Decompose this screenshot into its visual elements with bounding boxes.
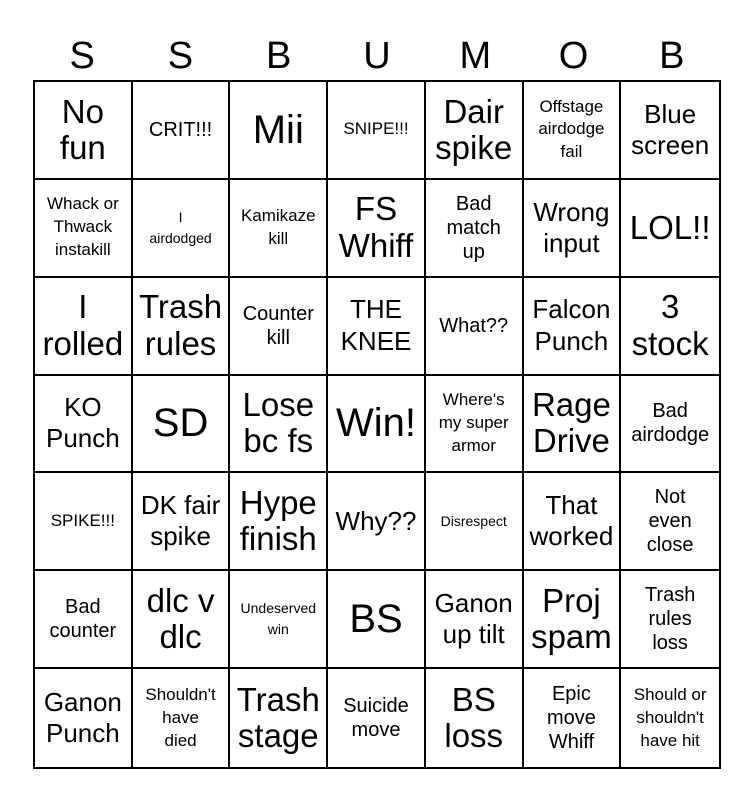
bingo-cell[interactable]: Wrong input (524, 180, 622, 278)
bingo-cell[interactable]: SD (133, 376, 231, 474)
bingo-cell[interactable]: Counter kill (230, 278, 328, 376)
bingo-cell[interactable]: Dair spike (426, 82, 524, 180)
bingo-cell[interactable]: LOL!! (621, 180, 719, 278)
header-letter: U (363, 35, 391, 77)
bingo-cell[interactable]: Mii (230, 82, 328, 180)
bingo-cell[interactable]: FS Whiff (328, 180, 426, 278)
bingo-cell[interactable]: I rolled (35, 278, 133, 376)
bingo-cell[interactable]: Kamikaze kill (230, 180, 328, 278)
bingo-cell[interactable]: Offstage airdodge fail (524, 82, 622, 180)
bingo-cell[interactable]: I airdodged (133, 180, 231, 278)
bingo-cell[interactable]: Trash stage (230, 669, 328, 767)
bingo-cell[interactable]: Proj spam (524, 571, 622, 669)
bingo-cell[interactable]: CRIT!!! (133, 82, 231, 180)
bingo-cell[interactable]: Shouldn't have died (133, 669, 231, 767)
bingo-cell[interactable]: Bad match up (426, 180, 524, 278)
bingo-cell[interactable]: That worked (524, 473, 622, 571)
bingo-cell[interactable]: THE KNEE (328, 278, 426, 376)
bingo-cell[interactable]: Why?? (328, 473, 426, 571)
bingo-cell[interactable]: Win! (328, 376, 426, 474)
bingo-cell[interactable]: Trash rules (133, 278, 231, 376)
bingo-cell[interactable]: Blue screen (621, 82, 719, 180)
bingo-cell[interactable]: Lose bc fs (230, 376, 328, 474)
header-letter: B (659, 35, 685, 77)
bingo-cell[interactable]: Ganon Punch (35, 669, 133, 767)
bingo-cell[interactable]: Trash rules loss (621, 571, 719, 669)
bingo-cell[interactable]: Not even close (621, 473, 719, 571)
bingo-cell[interactable]: Should or shouldn't have hit (633, 684, 707, 750)
bingo-cell[interactable]: No fun (35, 82, 133, 180)
bingo-cell[interactable]: Bad airdodge (621, 376, 719, 474)
bingo-cell[interactable]: Epic move Whiff (524, 669, 622, 767)
bingo-cell[interactable]: Disrespect (426, 473, 524, 571)
bingo-cell[interactable]: Undeserved win (230, 571, 328, 669)
bingo-cell[interactable]: Whack or Thwack instakill (35, 180, 133, 278)
bingo-cell[interactable]: Suicide move (328, 669, 426, 767)
bingo-cell[interactable]: What?? (426, 278, 524, 376)
bingo-cell[interactable]: DK fair spike (133, 473, 231, 571)
bingo-cell[interactable]: KO Punch (35, 376, 133, 474)
bingo-cell[interactable]: dlc v dlc (133, 571, 231, 669)
bingo-header (33, 32, 721, 80)
bingo-cell[interactable]: 3 stock (621, 278, 719, 376)
bingo-cell[interactable]: BS (328, 571, 426, 669)
bingo-cell[interactable]: Bad counter (35, 571, 133, 669)
bingo-board (33, 80, 721, 769)
bingo-cell[interactable]: Ganon up tilt (426, 571, 524, 669)
header-letter: S (167, 35, 194, 77)
bingo-cell[interactable]: BS loss (426, 669, 524, 767)
header-letter: O (558, 35, 589, 77)
header-letter: S (69, 35, 95, 77)
bingo-cell[interactable]: SPIKE!!! (35, 473, 133, 571)
bingo-cell[interactable]: SNIPE!!! (328, 82, 426, 180)
bingo-cell[interactable]: Where's my super armor (426, 376, 524, 474)
header-letter: B (266, 35, 292, 77)
bingo-cell[interactable]: Rage Drive (524, 376, 622, 474)
bingo-cell[interactable]: Hype finish (230, 473, 328, 571)
bingo-cell[interactable]: Falcon Punch (524, 278, 622, 376)
header-letter: M (459, 35, 492, 77)
